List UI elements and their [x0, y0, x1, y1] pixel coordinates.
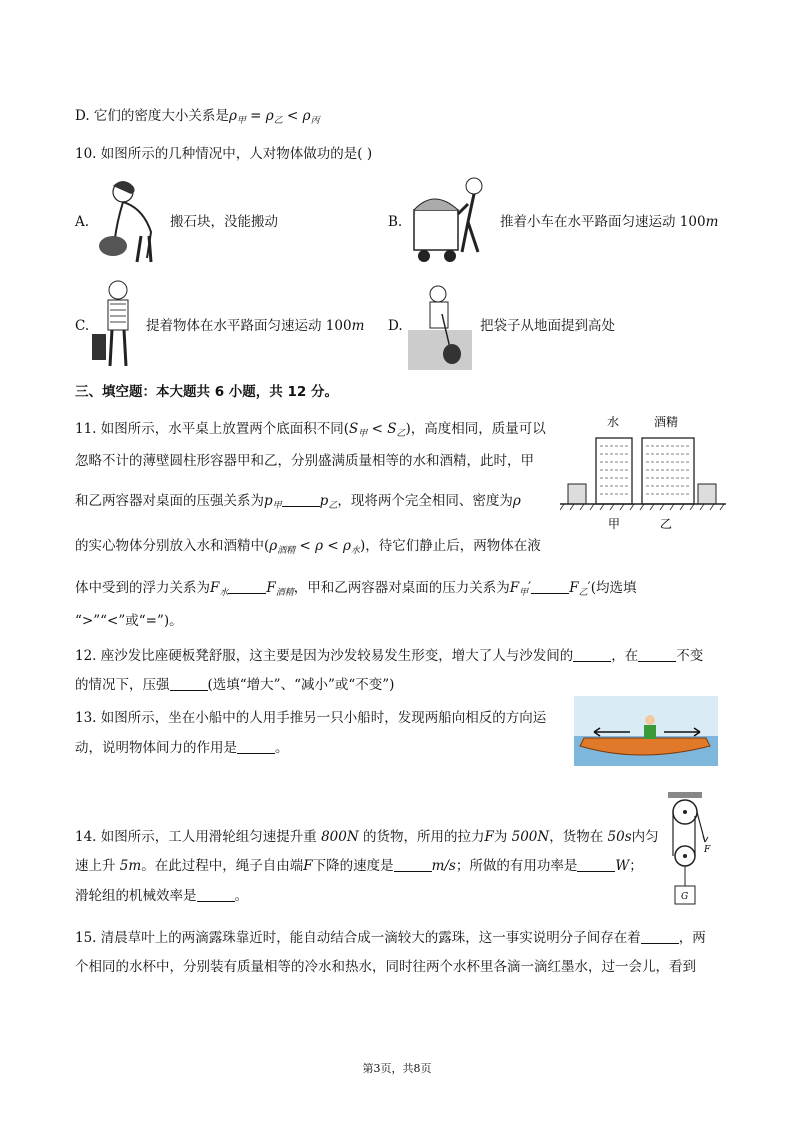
q10-option-d-label: D. — [388, 318, 403, 334]
q14-blank-1[interactable] — [394, 857, 432, 872]
q13-figure-boats — [574, 696, 718, 766]
q14-blank-3[interactable] — [197, 887, 235, 902]
q9-option-d: D. 它们的密度大小关系是$\rho_甲 = \rho_乙 < \rho_丙$ — [75, 108, 320, 126]
q11-fig-label-jia: 甲 — [608, 517, 621, 531]
q13-blank-1[interactable] — [237, 739, 275, 754]
q11-figure-containers — [560, 412, 726, 536]
q11-fig-label-jiujing: 酒精 — [654, 415, 679, 429]
q11-fig-label-shui: 水 — [607, 415, 620, 429]
q10-option-b-label: B. — [388, 214, 403, 230]
q12-blank-1[interactable] — [573, 647, 611, 662]
q10-figure-a-person-lifting-rock — [93, 176, 165, 266]
q15-line-1: 15. 清晨草叶上的两滴露珠靠近时，能自动结合成一滴较大的露珠，这一事实说明分子间存在着 ，两 — [75, 930, 706, 946]
q10-option-a-label: A. — [75, 214, 90, 230]
q10-option-c-label: C. — [75, 318, 90, 334]
q12-line-2: 的情况下，压强 (选填“增大”、“减小”或“不变”) — [75, 677, 395, 693]
q14-line-1: 14. 如图所示，工人用滑轮组匀速提升重 800N 的货物，所用的拉力F为 500N，货物在 50s内匀 — [75, 829, 659, 845]
q12-blank-3[interactable] — [170, 676, 208, 691]
q11-line-6: “>”“<”或“=”)。 — [75, 613, 183, 629]
q10-figure-b-pushing-cart — [408, 172, 490, 266]
q11-blank-1[interactable] — [282, 492, 320, 507]
q12-line-1: 12. 座沙发比座硬板凳舒服，这主要是因为沙发较易发生形变，增大了人与沙发间的 ，在 不变 — [75, 648, 704, 664]
q13-line-2: 动，说明物体间力的作用是 。 — [75, 740, 289, 756]
q10-stem: 10. 如图所示的几种情况中，人对物体做功的是( ) — [75, 146, 373, 162]
q10-option-c-text: 提着物体在水平路面匀速运动 100m — [146, 318, 365, 334]
q15-blank-1[interactable] — [641, 929, 679, 944]
q14-line-2: 速上升 5m。在此过程中，绳子自由端F下降的速度是 m/s；所做的有用功率是 W； — [75, 858, 643, 874]
q11-line-2: 忽略不计的薄壁圆柱形容器甲和乙，分别盛满质量相等的水和酒精，此时，甲 — [75, 453, 534, 469]
q14-blank-2[interactable] — [577, 857, 615, 872]
q10-option-a-text: 搬石块，没能搬动 — [170, 214, 278, 230]
q14-fig-label-G: G — [681, 892, 689, 902]
q10-figure-d-lifting-bag — [408, 284, 472, 370]
q15-line-2: 个相同的水杯中，分别装有质量相等的冷水和热水，同时往两个水杯里各滴一滴红墨水，过一会儿，看到 — [75, 959, 696, 975]
q11-line-1: 11. 如图所示，水平桌上放置两个底面积不同$(S_甲 < S_乙)$，高度相同，质量可以 — [75, 421, 546, 439]
q10-option-b-text: 推着小车在水平路面匀速运动 100m — [500, 214, 719, 230]
page-footer: 第3页，共8页 — [362, 1062, 432, 1075]
q11-line-4: 的实心物体分别放入水和酒精中$(\rho_{酒精} < \rho < \rho_水)$，待它们静止后，两物体在液 — [75, 538, 541, 556]
q10-figure-c-carrying-bag — [88, 278, 146, 370]
q11-blank-2[interactable] — [228, 579, 266, 594]
q13-line-1: 13. 如图所示，坐在小船中的人用手推另一只小船时，发现两船向相反的方向运 — [75, 710, 547, 726]
section-3-title: 三、填空题：本大题共 6 小题，共 12 分。 — [75, 384, 338, 400]
q11-line-3: 和乙两容器对桌面的压强关系为$p_甲$ $p_乙$，现将两个完全相同、密度为ρ — [75, 493, 521, 511]
q14-figure-pulley — [660, 790, 716, 914]
q11-fig-label-yi: 乙 — [660, 517, 673, 531]
q14-line-3: 滑轮组的机械效率是 。 — [75, 888, 248, 904]
q11-line-5: 体中受到的浮力关系为$F_水$ $F_{酒精}$，甲和乙两容器对桌面的压力关系为$F_甲'$ $F_乙'$(均选填 — [75, 580, 637, 598]
q14-fig-label-F: F — [704, 845, 711, 855]
q12-blank-2[interactable] — [638, 647, 676, 662]
q10-option-d-text: 把袋子从地面提到高处 — [480, 318, 615, 334]
q11-blank-3[interactable] — [531, 579, 569, 594]
